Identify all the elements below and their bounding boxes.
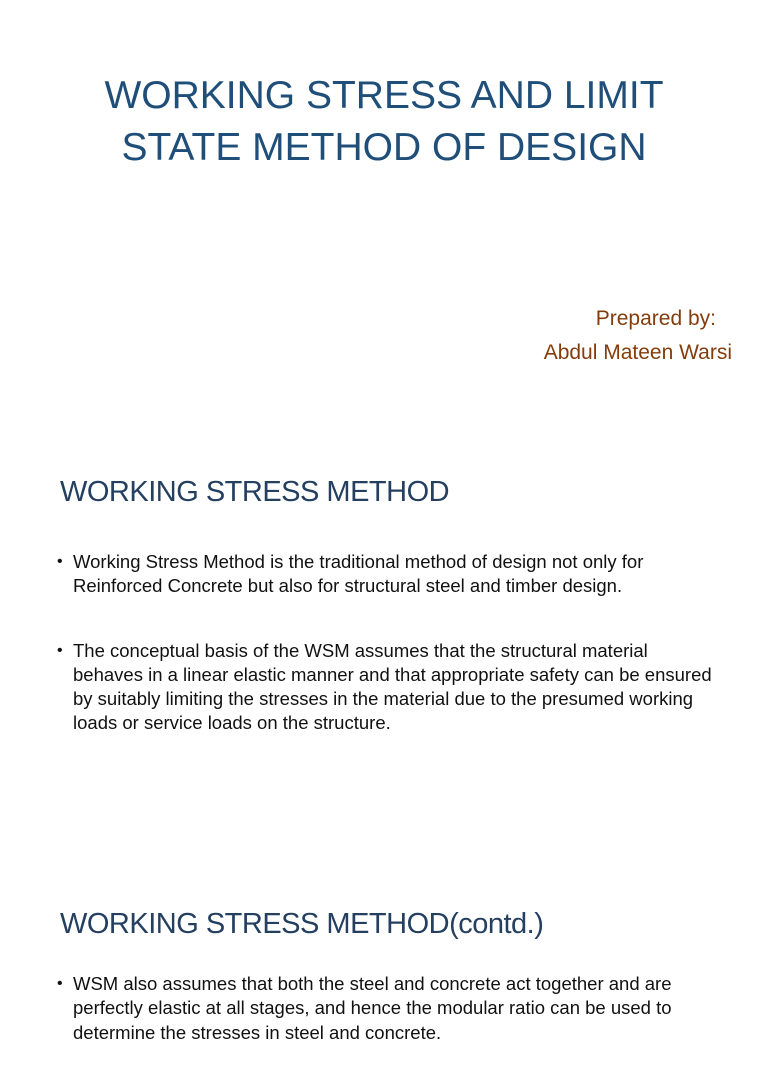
author-name: Abdul Mateen Warsi [543,341,732,364]
bullet-list [57,550,717,776]
presentation-title [60,70,708,174]
slide-heading: WORKING STRESS METHOD [60,476,450,508]
bullet-list [57,972,717,1085]
prepared-by-block [544,302,732,370]
bullet-item: • Working Stress Method is the traditional method of design not only for Reinforced Concrete but also for structural steel and timber design. [57,550,717,599]
slide-heading: WORKING STRESS METHOD(contd.) [60,908,544,940]
prepared-by-label: Prepared by: [595,307,716,330]
bullet-item: • WSM also assumes that both the steel and concrete act together and are perfectly elastic at all stages, and hence the modular ratio can be used to determine the stresses in steel and concrete. [57,972,717,1045]
title-line-2: STATE METHOD OF DESIGN [121,126,647,169]
wsm-slide [0,432,768,864]
bullet-item: • The conceptual basis of the WSM assumes that the structural material behaves in a linear elastic manner and that appropriate safety can be ensured by suitably limiting the stresses in the material due to the presumed working loads or service loads on the structure. [57,639,717,736]
title-slide [0,0,768,432]
wsm-contd-slide [0,864,768,1043]
title-line-1: WORKING STRESS AND LIMIT [104,74,664,117]
